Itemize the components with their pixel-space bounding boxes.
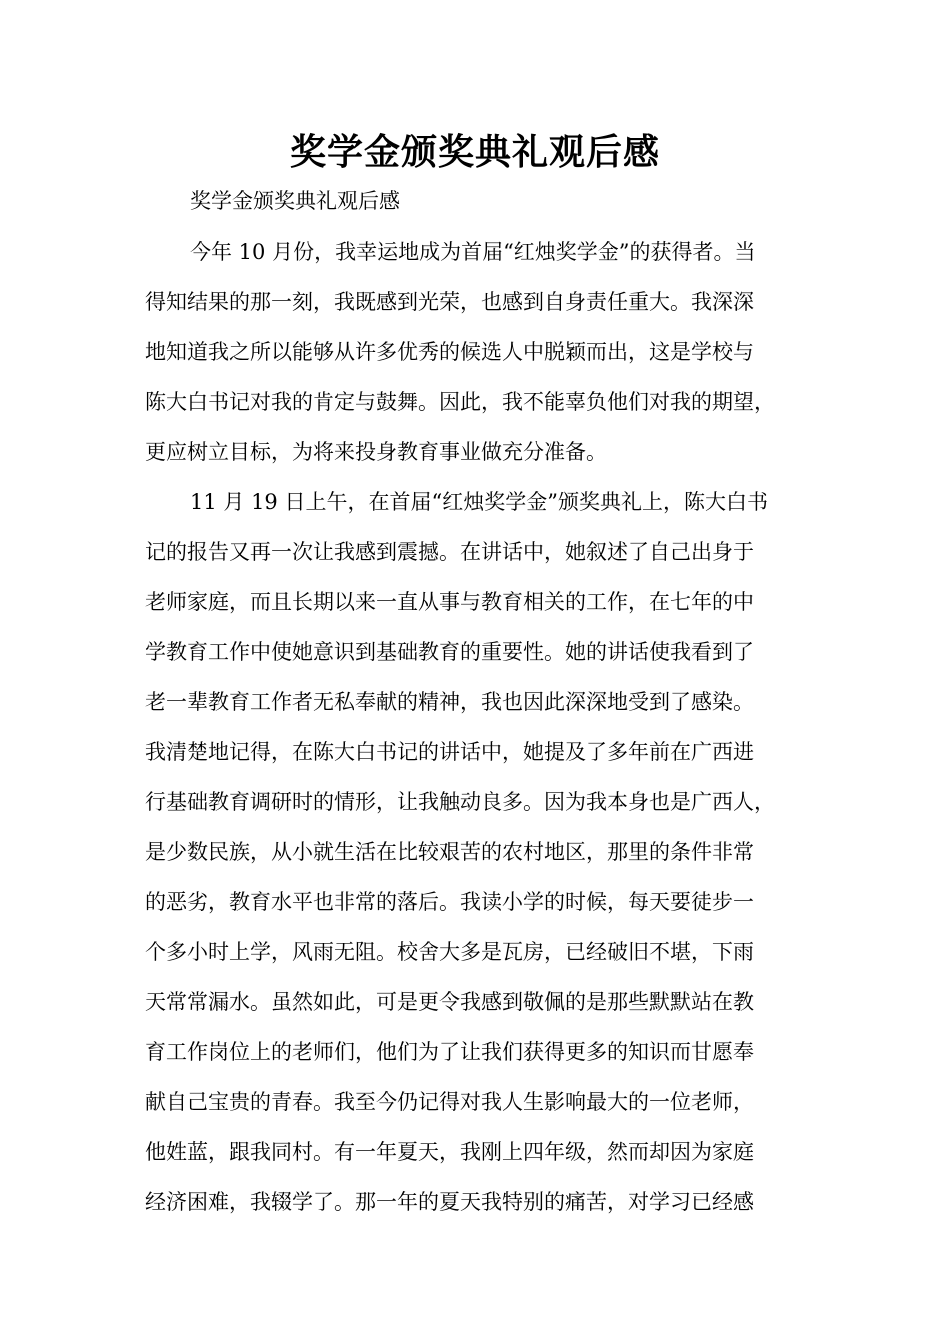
- text-line: 是少数民族，从小就生活在比较艰苦的农村地区，那里的条件非常: [145, 840, 754, 864]
- text-line: 学教育工作中使她意识到基础教育的重要性。她的讲话使我看到了: [145, 640, 754, 664]
- text-line: 经济困难，我辍学了。那一年的夏天我特别的痛苦，对学习已经感: [145, 1190, 754, 1214]
- text-line: 地知道我之所以能够从许多优秀的候选人中脱颖而出，这是学校与: [145, 340, 754, 364]
- text-line: 今年 10 月份，我幸运地成为首届“红烛奖学金”的获得者。当: [190, 240, 756, 264]
- text-line: 陈大白书记对我的肯定与鼓舞。因此，我不能辜负他们对我的期望，: [145, 390, 775, 414]
- text-line: 他姓蓝，跟我同村。有一年夏天，我刚上四年级，然而却因为家庭: [145, 1140, 754, 1164]
- text-line: 行基础教育调研时的情形，让我触动良多。因为我本身也是广西人，: [145, 790, 775, 814]
- text-line: 的恶劣，教育水平也非常的落后。我读小学的时候，每天要徒步一: [145, 890, 754, 914]
- text-line: 献自己宝贵的青春。我至今仍记得对我人生影响最大的一位老师，: [145, 1090, 754, 1114]
- text-line: 老师家庭，而且长期以来一直从事与教育相关的工作，在七年的中: [145, 590, 754, 614]
- document-title: 奖学金颁奖典礼观后感: [289, 131, 660, 173]
- text-line: 天常常漏水。虽然如此，可是更令我感到敬佩的是那些默默站在教: [145, 990, 754, 1014]
- text-line: 更应树立目标，为将来投身教育事业做充分准备。: [145, 440, 607, 464]
- document-subtitle: 奖学金颁奖典礼观后感: [190, 189, 400, 213]
- text-line: 老一辈教育工作者无私奉献的精神，我也因此深深地受到了感染。: [145, 690, 754, 714]
- text-line: 育工作岗位上的老师们，他们为了让我们获得更多的知识而甘愿奉: [145, 1040, 754, 1064]
- text-line: 11 月 19 日上午，在首届“红烛奖学金”颁奖典礼上，陈大白书: [190, 490, 768, 514]
- text-line: 个多小时上学，风雨无阻。校舍大多是瓦房，已经破旧不堪，下雨: [145, 940, 754, 964]
- text-line: 记的报告又再一次让我感到震撼。在讲话中，她叙述了自己出身于: [145, 540, 754, 564]
- text-line: 我清楚地记得，在陈大白书记的讲话中，她提及了多年前在广西进: [145, 740, 754, 764]
- text-line: 得知结果的那一刻，我既感到光荣，也感到自身责任重大。我深深: [145, 290, 754, 314]
